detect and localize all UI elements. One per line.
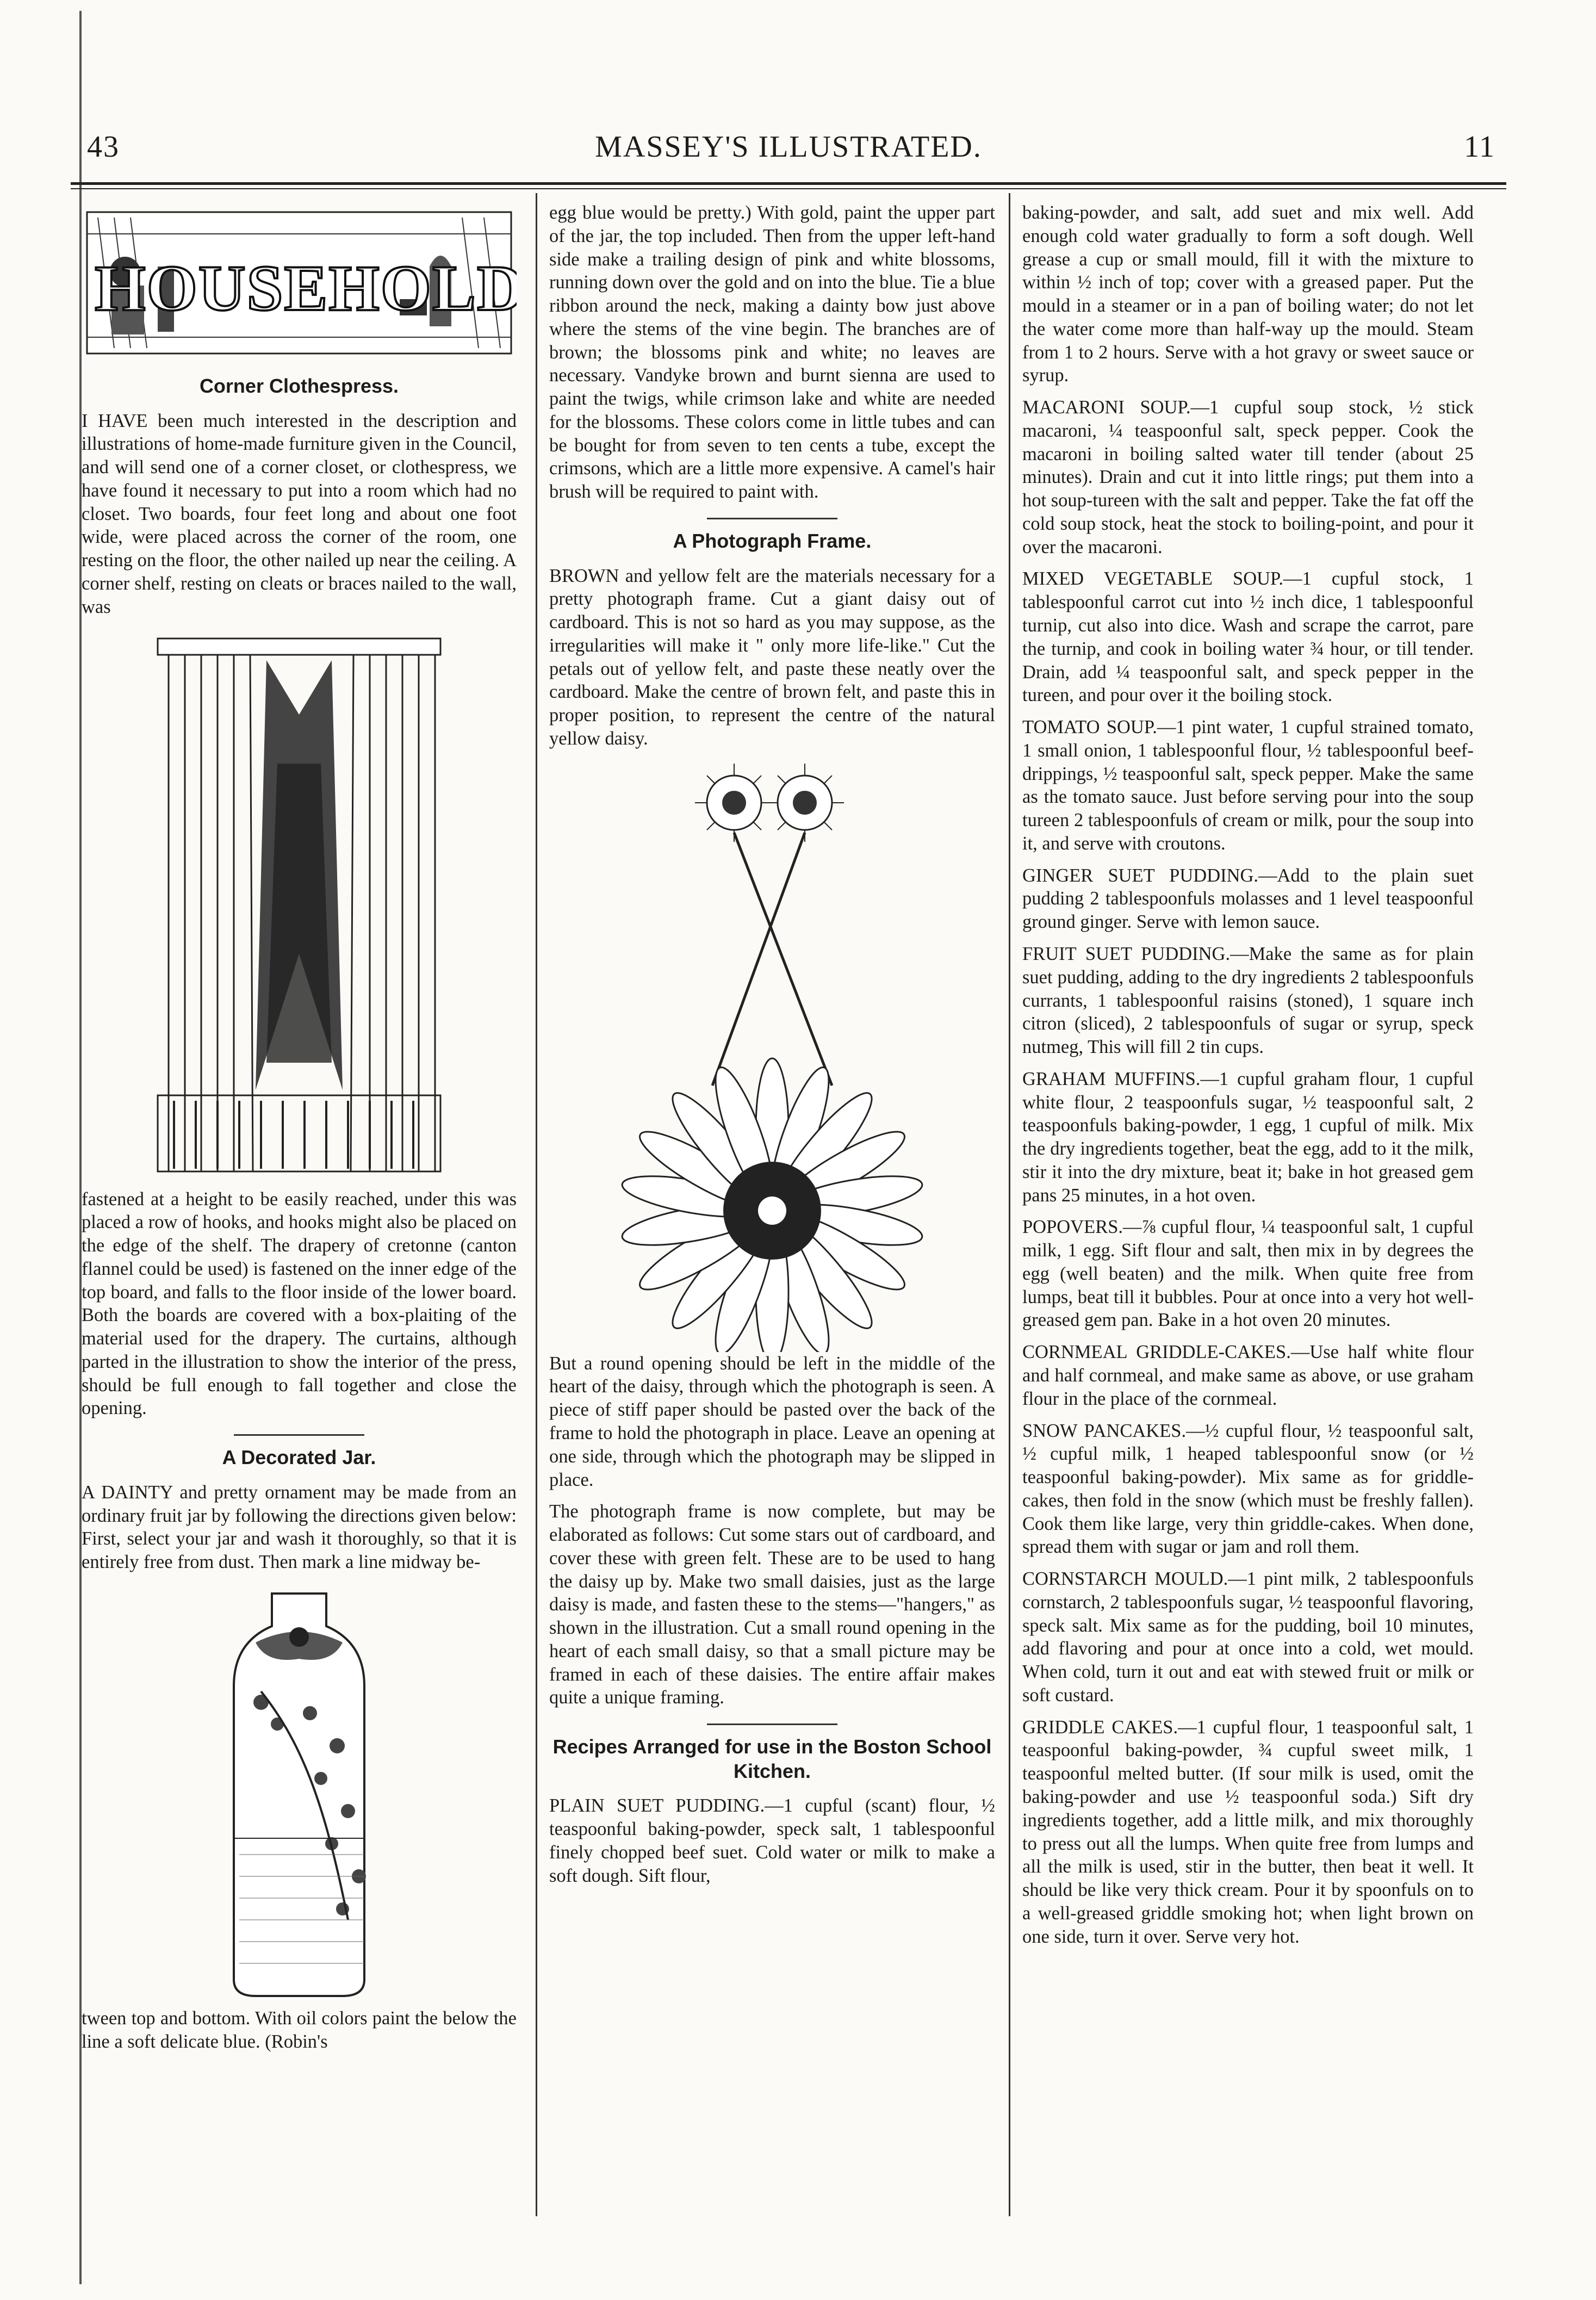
- recipe-mixed-vegetable-soup: MIXED VEGETABLE SOUP.—1 cupful stock, 1 tablespoonful carrot cut into ½ inch dice, 1 tablespoonful turnip, cut also into dice. Wash and scrape the carrot, pare the turnip, and cook in boiling water ¾ hour, or till tender. Drain, add ¼ teaspoonful salt, and speck pepper in the tureen, and pour over it the boiling stock.: [1022, 568, 1474, 706]
- page-number: 11: [1464, 130, 1495, 164]
- household-banner-illustration: [82, 201, 517, 364]
- section-title-corner-clothespress: Corner Clothespress.: [199, 375, 399, 397]
- recipe-macaroni-soup: MACARONI SOUP.—1 cupful soup stock, ½ stick macaroni, ¼ teaspoonful salt, speck pepper. Cook the macaroni in boiling salted water till tender (about 25 minutes). Drain and cut it into little rings; put them into a hot soup-tureen with the salt and pepper. Take the fat off the cold soup stock, heat the stock to boiling-point, and pour it over the macaroni.: [1022, 397, 1474, 557]
- volume-page-number: 43: [87, 130, 120, 164]
- column-3: [1022, 201, 1474, 1957]
- recipe-cornmeal-griddle-cakes: CORNMEAL GRIDDLE-CAKES.—Use half white flour and half cornmeal, and make same as above, or use graham flour in the place of the cornmeal.: [1022, 1342, 1474, 1409]
- column-divider: [536, 193, 537, 2216]
- decorated-jar-illustration: [185, 1583, 413, 2007]
- small-daisy-right: [766, 764, 844, 842]
- column-2: [549, 201, 995, 1896]
- paragraph: I HAVE been much interested in the description and illustrations of home-made furniture given in the Council, and will send one of a corner closet, or clothespress, we have found it necessary to put into a room which had no closet. Two boards, four feet long and about one foot wide, were placed across the corner of the room, one resting on the floor, the other nailed up near the ceiling. A corner shelf, resting on cleats or braces nailed to the wall, was: [82, 410, 517, 617]
- paragraph: fastened at a height to be easily reached, under this was placed a row of hooks, and hooks might also be placed on the edge of the shelf. The drapery of cretonne (canton flannel could be used) is fastened on the inner edge of the top board, and falls to the floor inside of the lower board. Both the boards are covered with a box-plaiting of the material used for the drapery. The curtains, although parted in the illustration to show the interior of the press, should be full enough to fall together and close the opening.: [82, 1188, 517, 1419]
- header-rule: [71, 182, 1506, 185]
- paragraph: The photograph frame is now complete, but may be elaborated as follows: Cut some stars out of cardboard, and cover these with green felt. These are to be used to hang the daisy up by. Make two small daisies, just as the large daisy is made, and fasten these to the stems—"hangers," as shown in the illustration. Cut a small round opening in the heart of each small daisy, so that a small picture may be framed in each of these daisies. The entire affair makes quite a unique framing.: [549, 1501, 995, 1708]
- section-separator: [707, 518, 837, 519]
- section-title-photograph-frame: A Photograph Frame.: [673, 529, 872, 552]
- paragraph: egg blue would be pretty.) With gold, paint the upper part of the jar, the top included. Then from the upper left-hand side make a trailing design of pink and white blossoms, running down over the gold and on into the blue. Tie a blue ribbon around the neck, making a dainty bow just above where the stems of the vine begin. The branches are of brown; the blossoms pink and white; no leaves are necessary. Vandyke brown and burnt sienna are used to paint the twigs, while crimson lake and white are needed for the blossoms. These colors come in little tubes and can be bought for from seven to ten cents a tube, except the crimsons, which are a little more expensive. A camel's hair brush will be required to paint with.: [549, 202, 995, 503]
- recipe-snow-pancakes: SNOW PANCAKES.—½ cupful flour, ½ teaspoonful salt, ½ cupful milk, 1 heaped tablespoonful snow (or ½ teaspoonful baking-powder). Mix same as for griddle-cakes, then fold in the snow (which must be freshly fallen). Cook them like large, very thin griddle-cakes. When done, spread them with sugar or jam and roll them.: [1022, 1420, 1474, 1558]
- clothespress-illustration: [136, 628, 462, 1188]
- banner-text: HOUSEHOLD: [95, 252, 517, 324]
- paragraph: But a round opening should be left in the middle of the heart of the daisy, through which the photograph is seen. A piece of stiff paper should be pasted over the back of the frame to hold the photograph in place. Leave an opening at one side, through which the photograph may be slipped in place.: [549, 1353, 995, 1490]
- section-separator: [707, 1724, 837, 1725]
- paragraph: A DAINTY and pretty ornament may be made from an ordinary fruit jar by following the directions given below: First, select your jar and wash it thoroughly, so that it is entirely free from dust. Then mark a line midway be-: [82, 1481, 517, 1573]
- section-title-decorated-jar: A Decorated Jar.: [222, 1446, 376, 1469]
- page-header: [71, 129, 1506, 168]
- paragraph: tween top and bottom. With oil colors paint the below the line a soft delicate blue. (Robin's: [82, 2007, 517, 2052]
- header-rule-thin: [71, 188, 1506, 189]
- recipe-cornstarch-mould: CORNSTARCH MOULD.—1 pint milk, 2 tablespoonfuls cornstarch, 2 tablespoonfuls sugar, ½ teaspoonful flavoring, speck salt. Mix same as for the pudding, boil 10 minutes, add flavoring and pour at once into a cold, wet mould. When cold, turn it out and eat with stewed fruit or milk or soft custard.: [1022, 1569, 1474, 1706]
- recipe-tomato-soup: TOMATO SOUP.—1 pint water, 1 cupful strained tomato, 1 small onion, 1 tablespoonful flour, ½ tablespoonful beef-drippings, ½ teaspoonful salt, speck pepper. Make the same as the tomato sauce. Just before serving pour into the soup tureen 2 tablespoonfuls of cream or milk, pour the soup into it, and serve with croutons.: [1022, 717, 1474, 854]
- recipe-graham-muffins: GRAHAM MUFFINS.—1 cupful graham flour, 1 cupful white flour, 2 teaspoonfuls sugar, ½ teaspoonful salt, 2 teaspoonfuls baking-powder, 1 egg, 1 cupful of milk. Mix the dry ingredients together, beat the egg, add to it the milk, stir it into the dry mixture, beat it; bake in hot greased gem pans 25 minutes, in a hot oven.: [1022, 1068, 1474, 1206]
- column-divider: [1009, 193, 1010, 2216]
- paragraph: BROWN and yellow felt are the materials necessary for a pretty photograph frame. Cut a giant daisy out of cardboard. This is not so hard as you may suppose, as the irregularities will make it " only more life-like." Cut the petals out of yellow felt, and paste these neatly over the cardboard. Make the centre of brown felt, and paste this in proper position, to represent the centre of the natural yellow daisy.: [549, 565, 995, 749]
- column-1: [82, 201, 517, 2062]
- section-title-recipes: Recipes Arranged for use in the Boston School Kitchen.: [552, 1735, 992, 1782]
- small-daisy-left: [695, 764, 773, 842]
- recipe-popovers: POPOVERS.—⅞ cupful flour, ¼ teaspoonful salt, 1 cupful milk, 1 egg. Sift flour and salt, then mix in by degrees the egg (well beaten) and the milk. When quite free from lumps, beat till it bubbles. Pour at once into a very hot well-greased gem pan. Bake in a hot oven 20 minutes.: [1022, 1217, 1474, 1331]
- paragraph: baking-powder, and salt, add suet and mix well. Add enough cold water gradually to form a soft dough. Well grease a cup or small mould, fill it with the mixture to within ½ inch of top; cover with a greased paper. Put the mould in a steamer or in a pan of boiling water; do not let the water come more than half-way up the mould. Steam from 1 to 2 hours. Serve with a hot gravy or sweet sauce or syrup.: [1022, 202, 1474, 386]
- publication-title: MASSEY'S ILLUSTRATED.: [595, 130, 982, 164]
- daisy-frame-illustration: [598, 759, 946, 1352]
- paragraph: PLAIN SUET PUDDING.—1 cupful (scant) flour, ½ teaspoonful baking-powder, speck salt, 1 tablespoonful finely chopped beef suet. Cold water or milk to make a soft dough. Sift flour,: [549, 1795, 995, 1886]
- section-separator: [234, 1434, 364, 1436]
- large-daisy: [619, 1058, 925, 1352]
- recipe-griddle-cakes: GRIDDLE CAKES.—1 cupful flour, 1 teaspoonful salt, 1 teaspoonful baking-powder, ¾ cupful sweet milk, 1 teaspoonful melted butter. (If sour milk is used, omit the baking-powder and use ½ teaspoonful soda.) Sift dry ingredients together, add a little milk, and mix thoroughly to press out all the lumps. When quite free from lumps and all the milk is used, stir in the butter, then beat it well. It should be like very thick cream. Pour it by spoonfuls on to a well-greased griddle smoking hot; when light brown on one side, turn it over. Serve very hot.: [1022, 1716, 1474, 1947]
- household-banner: [82, 201, 517, 364]
- recipe-fruit-suet-pudding: FRUIT SUET PUDDING.—Make the same as for plain suet pudding, adding to the dry ingredients 2 tablespoonfuls currants, 1 tablespoonful raisins (stoned), 1 square inch citron (sliced), 2 tablespoonfuls of sugar or syrup, speck nutmeg, This will fill 2 tin cups.: [1022, 943, 1474, 1058]
- recipe-ginger-suet-pudding: GINGER SUET PUDDING.—Add to the plain suet pudding 2 tablespoonfuls molasses and 1 level teaspoonful ground ginger. Serve with lemon sauce.: [1022, 865, 1474, 933]
